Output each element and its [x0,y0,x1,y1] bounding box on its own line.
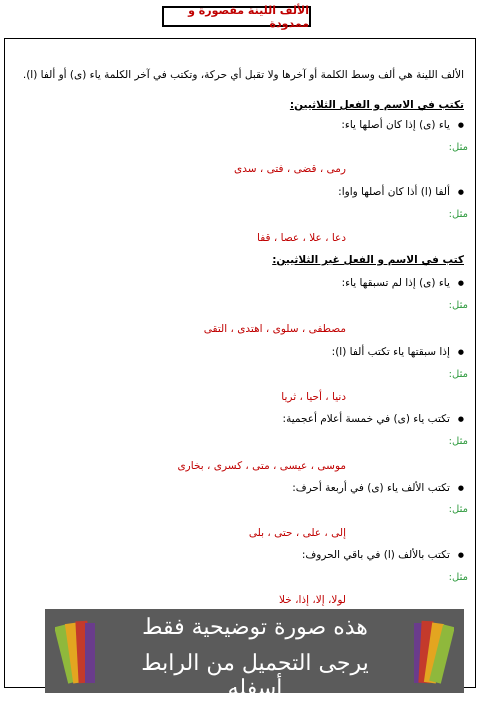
section2-example5: لولا، إلا، إذا، خلا [279,594,346,606]
intro-paragraph: الألف اللينة هي ألف وسط الكلمة أو آخرها ولا تقبل أي حركة، وتكتب في آخر الكلمة ياء (ى) أو ألفا (ا). [22,69,464,81]
banner-line-1: هذه صورة توضيحية فقط [142,615,368,640]
download-banner [45,609,464,701]
books-icon [410,615,454,687]
section1-example2: دعا ، علا ، عصا ، قفا [257,232,346,244]
section2-rule2: ● إذا سبقتها ياء تكتب ألفا (ا): [332,345,464,359]
section1-rule2: ● ألفا (ا) أذا كان أصلها واوا: [338,185,464,199]
content-frame [4,38,476,688]
section2-example3: موسى ، عيسى ، متى ، كسرى ، بخارى [177,460,346,472]
example-label: مثل: [448,369,468,380]
section2-heading: كتب في الاسم و الفعل غير الثلاثيين: [272,254,464,266]
section2-example1: مصطفى ، سلوى ، اهتدى ، التقى [203,323,346,335]
section2-rule1: ● ياء (ى) إذا لم تسبقها ياء: [342,276,464,290]
page-title: الألف اللينة مقصورة و ممدودة [162,6,311,27]
section1-rule1: ● ياء (ى) إذا كان أصلها ياء: [341,118,464,132]
example-label: مثل: [448,142,468,153]
section2-example2: دنيا ، أحيا ، ثريا [281,391,346,403]
example-label: مثل: [448,572,468,583]
section1-heading: تكتب في الاسم و الفعل الثلاثيين: [289,99,464,111]
example-label: مثل: [448,436,468,447]
example-label: مثل: [448,209,468,220]
section2-rule4: ● تكتب الألف ياء (ى) في أربعة أحرف: [292,481,464,495]
books-icon [55,615,99,687]
section2-rule3: ● تكتب ياء (ى) في خمسة أعلام أعجمية: [283,412,464,426]
section1-example1: رمى ، قضى ، فتى ، سدى [234,163,346,175]
section2-example4: إلى ، على ، حتى ، بلى [248,527,346,539]
section2-rule5: ● تكتب بالألف (ا) في باقي الحروف: [302,548,464,562]
example-label: مثل: [448,504,468,515]
banner-line-2: يرجى التحميل من الرابط أسفله [141,651,369,701]
example-label: مثل: [448,300,468,311]
